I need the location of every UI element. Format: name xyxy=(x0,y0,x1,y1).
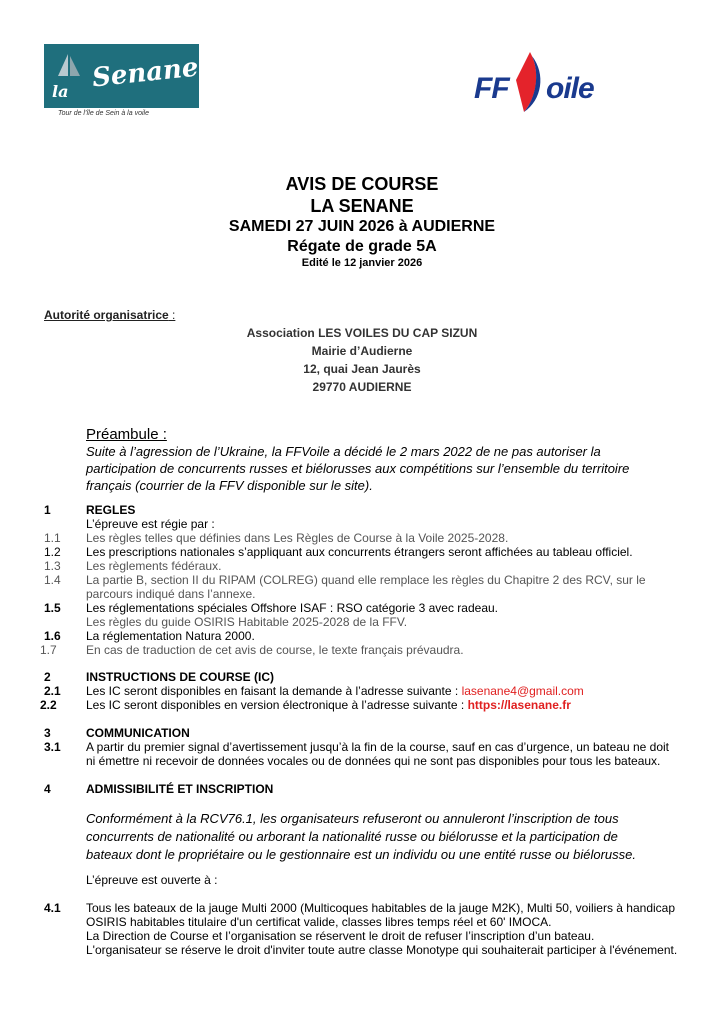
event-name: LA SENANE xyxy=(310,196,414,216)
comm-item: A partir du premier signal d’avertissement jusqu’à la fin de la course, sauf en cas d’urgence, un bateau ne doit xyxy=(86,740,670,754)
rule-item-cont: Les règles du guide OSIRIS Habitable 2025-2028 de la FFV. xyxy=(86,615,408,629)
rule-item: Les prescriptions nationales s’appliquant aux concurrents étrangers seront affichées au tableau officiel. xyxy=(86,545,633,559)
eligibility-line: L'organisateur se réserve le droit d'inviter toute autre classe Monotype qui souhaiterait participer à l'événement. xyxy=(86,943,678,957)
rule-item: En cas de traduction de cet avis de course, le texte français prévaudra. xyxy=(86,643,464,657)
authority-label: Autorité organisatrice : xyxy=(44,308,176,322)
rule-item: La réglementation Natura 2000. xyxy=(86,629,255,643)
section-number: 4 xyxy=(44,782,51,796)
ffv-oile-text: oile xyxy=(546,72,594,105)
ffv-ff-text: FF xyxy=(474,72,509,105)
eligibility-line: OSIRIS habitables titulaire d'un certificat valide, classes libres temps réel et 60' IMOCA. xyxy=(86,915,552,929)
authority-mairie: Mairie d’Audierne xyxy=(311,344,413,358)
event-date: SAMEDI 27 JUIN 2026 à AUDIERNE xyxy=(228,218,496,235)
item-number: 1.7 xyxy=(40,643,57,657)
rule-item-cont: parcours indiqué dans l’annexe. xyxy=(86,587,256,601)
section-number: 2 xyxy=(44,670,51,684)
event-grade: Régate de grade 5A xyxy=(287,238,437,255)
section-title-admissibilite: ADMISSIBILITÉ ET INSCRIPTION xyxy=(86,782,274,796)
la-senane-logo xyxy=(44,44,199,108)
section-number: 1 xyxy=(44,503,51,517)
item-number: 1.6 xyxy=(44,629,61,643)
authority-name: Association LES VOILES DU CAP SIZUN xyxy=(246,326,478,340)
ic-item: Les IC seront disponibles en faisant la demande à l’adresse suivante : lasenane4@gmail.com xyxy=(86,684,584,698)
section-intro: L’épreuve est régie par : xyxy=(86,517,215,531)
preamble-heading: Préambule : xyxy=(86,426,167,443)
section-number: 3 xyxy=(44,726,51,740)
logo-tagline: Tour de l'île de Sein à la voile xyxy=(58,110,149,117)
rule-item: Les règlements fédéraux. xyxy=(86,559,222,573)
comm-item-cont: ni émettre ni recevoir de données vocales ou de données qui ne sont pas disponibles pour tous les bateaux. xyxy=(86,754,661,768)
item-number: 1.3 xyxy=(44,559,61,573)
item-number: 1.5 xyxy=(44,601,61,615)
edit-date: Edité le 12 janvier 2026 xyxy=(301,257,423,269)
item-number: 4.1 xyxy=(44,901,61,915)
email-link[interactable]: lasenane4@gmail.com xyxy=(461,684,584,698)
website-link[interactable]: https://lasenane.fr xyxy=(467,698,571,712)
ffv-v-sail-icon xyxy=(510,50,550,120)
rule-item: Les réglementations spéciales Offshore ISAF : RSO catégorie 3 avec radeau. xyxy=(86,601,498,615)
section-title-regles: REGLES xyxy=(86,503,136,517)
item-number: 2.2 xyxy=(40,698,57,712)
rule-item: La partie B, section II du RIPAM (COLREG) quand elle remplace les règles du Chapitre 2 des RCV, sur le xyxy=(86,573,646,587)
eligibility-line: Tous les bateaux de la jauge Multi 2000 (Multicoques habitables de la jauge M2K), Multi 50, voiliers à handicap xyxy=(86,901,676,915)
item-number: 1.1 xyxy=(44,531,61,545)
logo-la-text: la xyxy=(52,82,69,101)
ic-item: Les IC seront disponibles en version électronique à l’adresse suivante : https://lasenane.fr xyxy=(86,698,571,712)
item-number: 3.1 xyxy=(44,740,61,754)
ffvoile-logo xyxy=(474,50,622,120)
authority-street: 12, quai Jean Jaurès xyxy=(303,362,421,376)
item-number: 2.1 xyxy=(44,684,61,698)
logo-senane-text: Senane xyxy=(90,52,200,94)
admissibility-notice: Conformément à la RCV76.1, les organisateurs refuseront ou annuleront l’inscription de tous concurrents de nationalité ou arborant la nationalité russe ou biélorusse et la participation de bateaux dont le propriétaire ou le gestionnaire est un individu ou une entité russe ou biélorusse. xyxy=(86,811,636,862)
item-number: 1.4 xyxy=(44,573,61,587)
open-to-label: L’épreuve est ouverte à : xyxy=(86,873,218,887)
section-title-communication: COMMUNICATION xyxy=(86,726,190,740)
sail-icon xyxy=(54,52,84,80)
section-title-ic: INSTRUCTIONS DE COURSE (IC) xyxy=(86,670,275,684)
preamble-text: Suite à l’agression de l’Ukraine, la FFVoile a décidé le 2 mars 2022 de ne pas autoriser la participation de concurrents russes et biélorusses aux compétitions sur l’ensemble du territoire français (courrier de la FFV disponible sur le site). xyxy=(86,444,630,493)
authority-city: 29770 AUDIERNE xyxy=(312,380,412,394)
eligibility-line: La Direction de Course et l’organisation se réservent le droit de refuser l’inscription d’un bateau. xyxy=(86,929,595,943)
item-number: 1.2 xyxy=(44,545,61,559)
doc-title: AVIS DE COURSE xyxy=(285,174,439,194)
rule-item: Les règles telles que définies dans Les Règles de Course à la Voile 2025-2028. xyxy=(86,531,509,545)
